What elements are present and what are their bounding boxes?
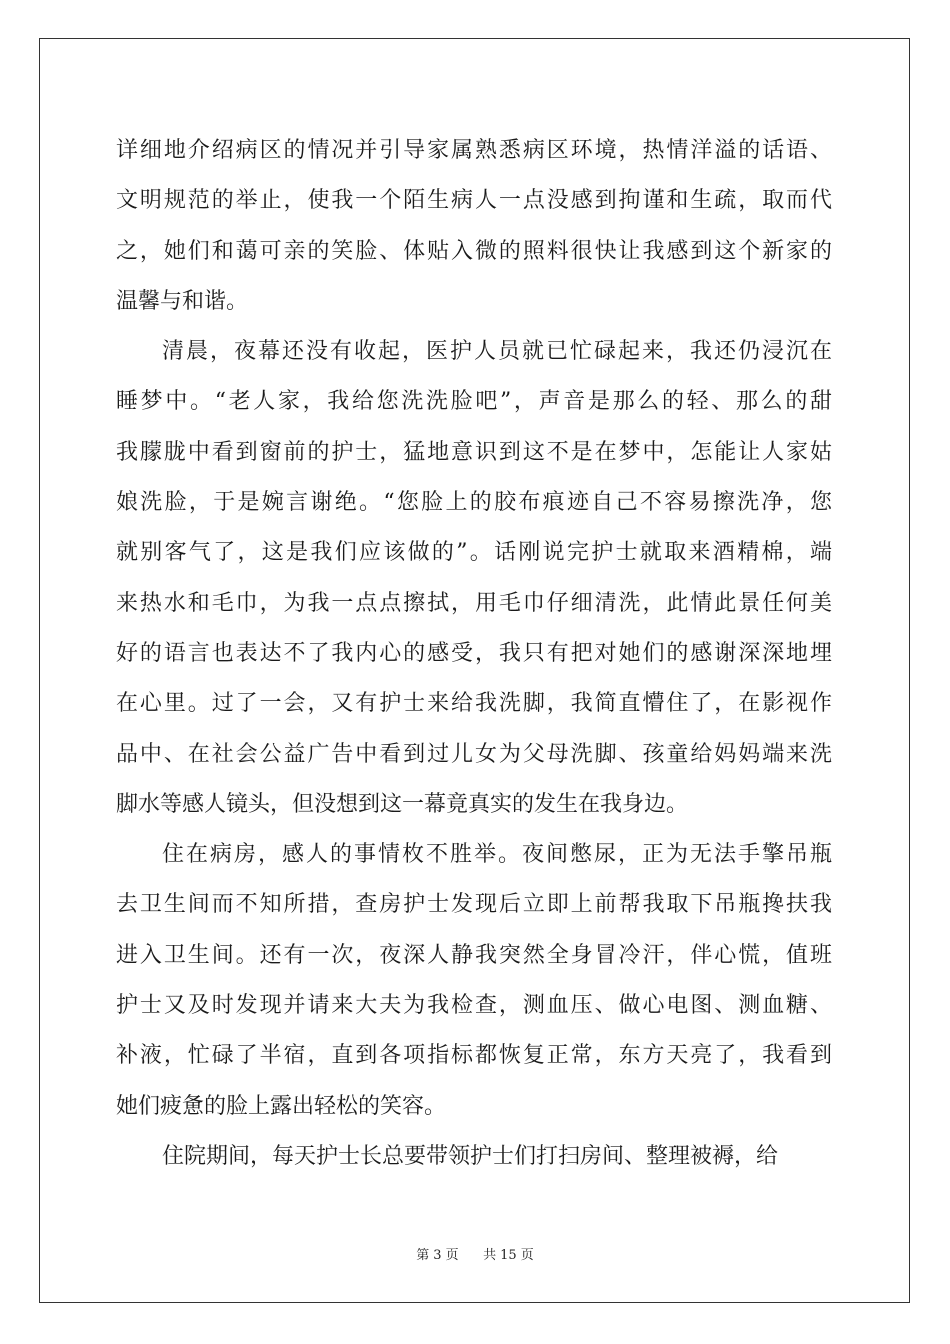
text-line: 详细地介绍病区的情况并引导家属熟悉病区环境，热情洋溢的话语、 bbox=[116, 138, 832, 163]
text-line: 护士又及时发现并请来大夫为我检查，测血压、做心电图、测血糖、 bbox=[116, 993, 832, 1019]
text-line: 娘洗脸，于是婉言谢绝。“您脸上的胶布痕迹自己不容易擦洗净，您 bbox=[116, 490, 832, 516]
paragraph bbox=[116, 327, 832, 830]
text-line: 清晨，夜幕还没有收起，医护人员就已忙碌起来，我还仍浸沉在 bbox=[162, 339, 832, 365]
text-line: 我朦胧中看到窗前的护士，猛地意识到这不是在梦中，怎能让人家姑 bbox=[116, 439, 832, 465]
text-line: 进入卫生间。还有一次，夜深人静我突然全身冒冷汗，伴心慌，值班 bbox=[116, 942, 832, 968]
text-line: 睡梦中。“老人家，我给您洗洗脸吧”，声音是那么的轻、那么的甜 bbox=[116, 389, 832, 415]
text-line: 好的语言也表达不了我内心的感受，我只有把对她们的感谢深深地埋 bbox=[116, 640, 832, 666]
paragraph bbox=[116, 830, 832, 1132]
page-footer bbox=[0, 1244, 950, 1263]
text-line: 在心里。过了一会，又有护士来给我洗脚，我简直懵住了，在影视作 bbox=[116, 691, 832, 717]
paragraph bbox=[116, 126, 832, 327]
paragraph bbox=[116, 1132, 832, 1182]
text-line: 之，她们和蔼可亲的笑脸、体贴入微的照料很快让我感到这个新家的 bbox=[116, 238, 832, 264]
page-number-label: 第 3 页 bbox=[416, 1248, 459, 1263]
text-line: 补液，忙碌了半宿，直到各项指标都恢复正常，东方天亮了，我看到 bbox=[116, 1043, 832, 1069]
text-line: 文明规范的举止，使我一个陌生病人一点没感到拘谨和生疏，取而代 bbox=[116, 188, 832, 214]
text-line: 就别客气了，这是我们应该做的”。话刚说完护士就取来酒精棉，端 bbox=[116, 540, 832, 566]
text-line: 来热水和毛巾，为我一点点擦拭，用毛巾仔细清洗，此情此景任何美 bbox=[116, 590, 832, 616]
text-line: 去卫生间而不知所措，查房护士发现后立即上前帮我取下吊瓶搀扶我 bbox=[116, 892, 832, 918]
text-line: 品中、在社会公益广告中看到过儿女为父母洗脚、孩童给妈妈端来洗 bbox=[116, 741, 832, 767]
text-line: 温馨与和谐。 bbox=[116, 288, 249, 314]
text-line: 住在病房，感人的事情枚不胜举。夜间憋尿，正为无法手擎吊瓶 bbox=[162, 842, 832, 868]
total-pages-label: 共 15 页 bbox=[483, 1248, 534, 1263]
text-line: 住院期间，每天护士长总要带领护士们打扫房间、整理被褥，给 bbox=[162, 1143, 779, 1169]
text-line: 脚水等感人镜头，但没想到这一幕竟真实的发生在我身边。 bbox=[116, 791, 689, 817]
text-line: 她们疲惫的脸上露出轻松的笑容。 bbox=[116, 1093, 447, 1119]
document-body bbox=[116, 126, 832, 1182]
